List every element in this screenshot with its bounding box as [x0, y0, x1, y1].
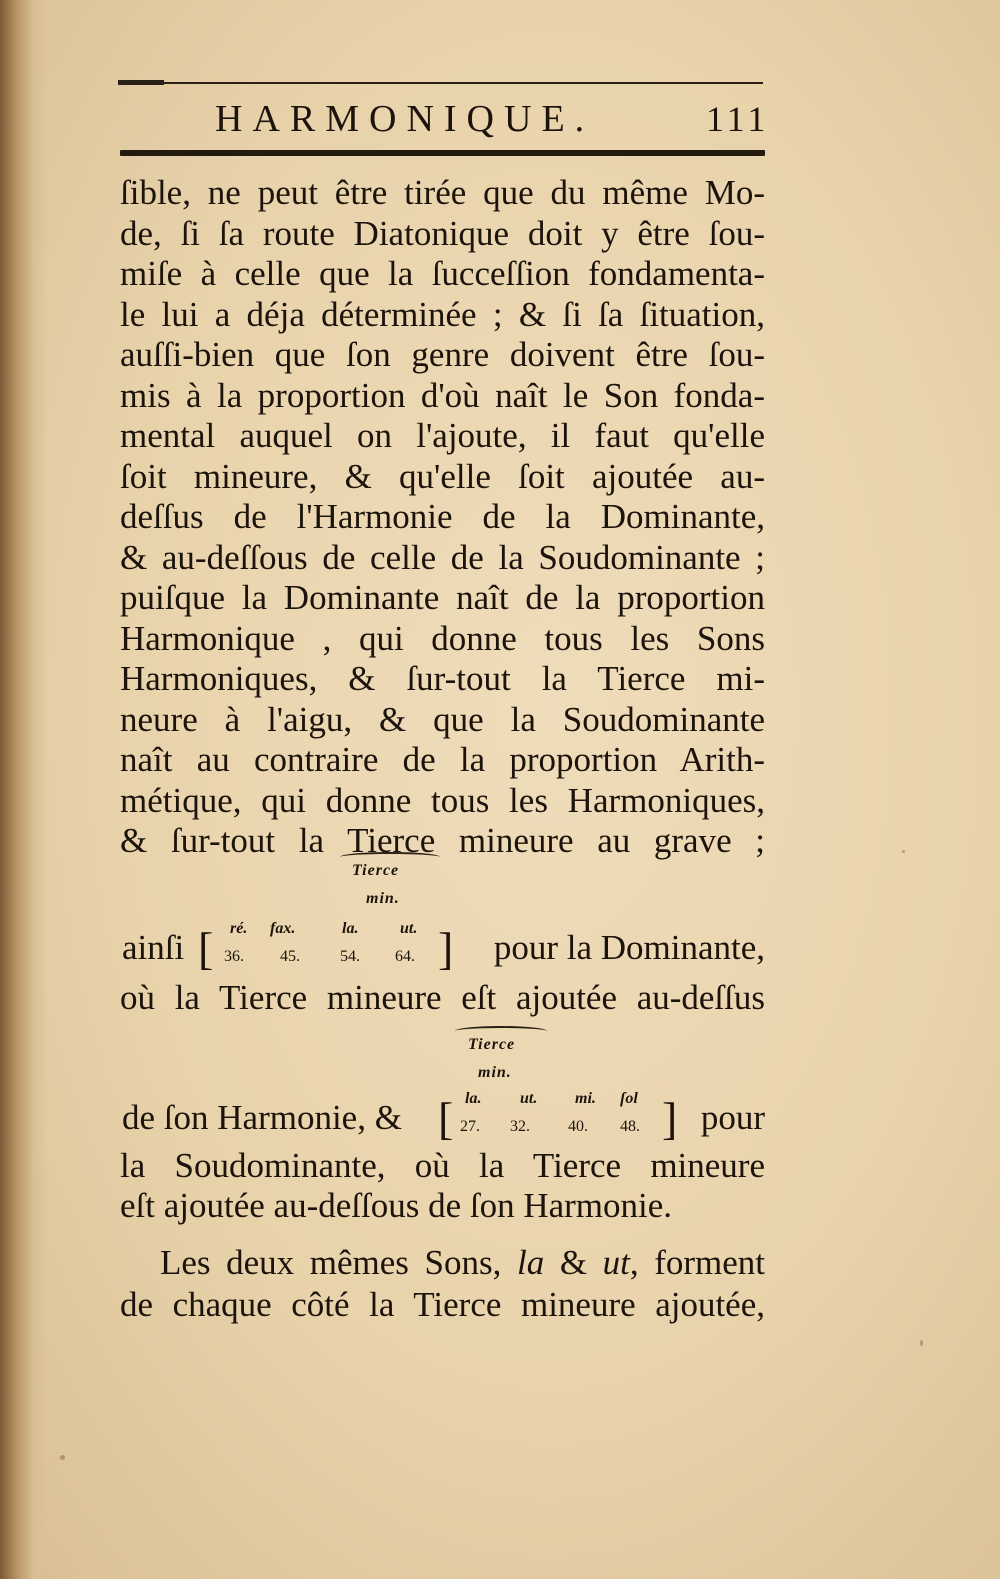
text-line: ſoit mineure, & qu'elle ſoit ajoutée au- [120, 456, 765, 496]
ratio-number: 48. [620, 1118, 640, 1135]
text-line: métique, qui donne tous les Harmoniques, [120, 780, 765, 820]
text-line: naît au contraire de la proportion Arith- [120, 740, 765, 779]
tierce-label: min. [478, 1064, 512, 1081]
text-line: & au-deſſous de celle de la Soudominante ; [120, 537, 765, 577]
note-name: la. [342, 920, 359, 937]
dominante-example-line [120, 920, 765, 980]
open-bracket: [ [198, 923, 214, 974]
ratio-number: 40. [568, 1118, 588, 1135]
header-bottom-rule [120, 150, 765, 156]
note-name: mi. [575, 1090, 596, 1107]
ratio-number: 27. [460, 1118, 480, 1135]
running-title: HARMONIQUE. [215, 98, 595, 140]
paper-stain [920, 1340, 923, 1346]
note-name: la. [465, 1090, 482, 1107]
text-line: miſe à celle que la ſucceſſion fondamenta- [120, 254, 765, 293]
paper-stain [902, 850, 905, 853]
note-name: ſol [620, 1090, 638, 1107]
ratio-number: 64. [395, 948, 415, 965]
example-prefix: ainſi [122, 928, 185, 967]
text-line: Les deux mêmes Sons, la & ut, forment [160, 1243, 766, 1282]
ratio-number: 36. [224, 948, 244, 965]
note-name: ré. [230, 920, 248, 937]
text-line: eſt ajoutée au-deſſous de ſon Harmonie. [120, 1186, 673, 1225]
page-number: 111 [706, 99, 770, 139]
text-line: où la Tierce mineure eſt ajoutée au-deſſus [120, 978, 765, 1017]
text-line: auſſi-bien que ſon genre doivent être ſou- [120, 335, 765, 374]
text-line: mental auquel on l'ajoute, il faut qu'elle [120, 416, 765, 455]
tierce-label: Tierce [468, 1036, 516, 1053]
text-line: le lui a déja déterminée ; & ſi ſa ſituation, [120, 294, 765, 334]
text-line: neure à l'aigu, & que la Soudominante [120, 699, 765, 739]
open-bracket: [ [438, 1093, 454, 1144]
tierce-label: min. [366, 890, 400, 907]
note-name: ut. [520, 1090, 538, 1107]
paper-stain [60, 1455, 65, 1460]
note-name: ut. [400, 920, 418, 937]
main-paragraph [120, 173, 765, 862]
text-line: & ſur-tout la Tierce mineure au grave ; [120, 821, 765, 860]
tierce-brace [340, 852, 440, 862]
text-line: de, ſi ſa route Diatonique doit y être ſou- [120, 213, 765, 253]
text-line: la Soudominante, où la Tierce mineure [120, 1146, 765, 1185]
example-suffix: pour [700, 1098, 765, 1137]
ratio-number: 54. [340, 948, 360, 965]
ratio-number: 32. [510, 1118, 530, 1135]
text-line: deſſus de l'Harmonie de la Dominante, [120, 497, 765, 536]
soudominante-example-line [120, 1088, 765, 1148]
header-top-rule [118, 82, 763, 84]
text-line: puiſque la Dominante naît de la proportion [120, 578, 765, 617]
text-line: ſible, ne peut être tirée que du même Mo- [120, 173, 765, 212]
example-prefix: de ſon Harmonie, & [122, 1098, 402, 1137]
close-bracket: ] [438, 923, 454, 974]
second-paragraph [120, 1242, 765, 1326]
ratio-number: 45. [280, 948, 300, 965]
book-spine-shadow [0, 0, 48, 1579]
text-line: de chaque côté la Tierce mineure ajoutée, [120, 1285, 765, 1324]
text-line: Harmoniques, & ſur-tout la Tierce mi- [120, 659, 765, 698]
tierce-brace [455, 1026, 547, 1036]
example-suffix: pour la Dominante, [493, 928, 765, 967]
close-bracket: ] [662, 1093, 678, 1144]
text-line: mis à la proportion d'où naît le Son fonda- [120, 375, 765, 415]
note-name: fax. [270, 920, 296, 937]
text-line: Harmonique , qui donne tous les Sons [120, 618, 765, 658]
tierce-label: Tierce [352, 862, 400, 879]
